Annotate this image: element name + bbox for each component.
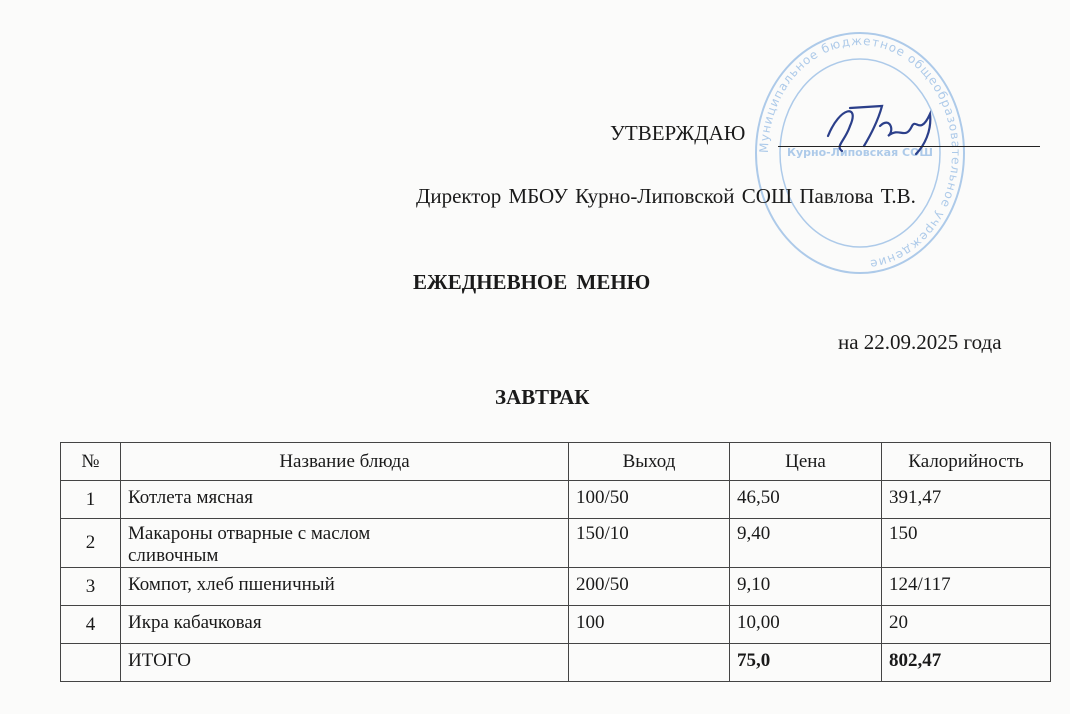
row-number: 4 — [61, 606, 121, 644]
header-number: № — [61, 443, 121, 481]
approve-label: УТВЕРЖДАЮ — [610, 121, 746, 145]
dish-output: 200/50 — [569, 568, 730, 606]
dish-name: Компот, хлеб пшеничный — [121, 568, 569, 606]
table-row — [61, 481, 1051, 519]
table-row — [61, 606, 1051, 644]
total-number — [61, 644, 121, 682]
dish-price: 9,40 — [730, 519, 882, 568]
dish-name: Котлета мясная — [121, 481, 569, 519]
total-calories: 802,47 — [882, 644, 1051, 682]
dish-price: 10,00 — [730, 606, 882, 644]
dish-output: 100 — [569, 606, 730, 644]
header-output: Выход — [569, 443, 730, 481]
stamp-outer-text: Муниципальное бюджетное общеобразовательное учреждение — [756, 33, 964, 272]
row-number: 3 — [61, 568, 121, 606]
total-price: 75,0 — [730, 644, 882, 682]
dish-calories: 124/117 — [882, 568, 1051, 606]
dish-output: 100/50 — [569, 481, 730, 519]
dish-output: 150/10 — [569, 519, 730, 568]
header-calories: Калорийность — [882, 443, 1051, 481]
signature-underline — [778, 146, 1040, 147]
stamp-inner-text: Курно-Липовская СОШ — [786, 146, 934, 159]
director-line: Директор МБОУ Курно-Липовской СОШ Павлова Т.В. — [416, 184, 916, 208]
page-title: ЕЖЕДНЕВНОЕ МЕНЮ — [413, 270, 651, 294]
row-number: 1 — [61, 481, 121, 519]
table-row — [61, 519, 1051, 568]
table-row — [61, 568, 1051, 606]
row-number: 2 — [61, 519, 121, 568]
dish-calories: 391,47 — [882, 481, 1051, 519]
header-dish-name: Название блюда — [121, 443, 569, 481]
table-header-row — [61, 443, 1051, 481]
dish-price: 46,50 — [730, 481, 882, 519]
dish-name: Икра кабачковая — [121, 606, 569, 644]
menu-date: на 22.09.2025 года — [838, 330, 1002, 354]
total-label: ИТОГО — [121, 644, 569, 682]
total-row — [61, 644, 1051, 682]
dish-calories: 150 — [882, 519, 1051, 568]
dish-name: Макароны отварные с маслом сливочным — [121, 519, 569, 568]
section-title: ЗАВТРАК — [495, 385, 590, 409]
signature — [820, 96, 950, 158]
menu-table — [60, 442, 1051, 682]
header-price: Цена — [730, 443, 882, 481]
dish-calories: 20 — [882, 606, 1051, 644]
total-output — [569, 644, 730, 682]
dish-price: 9,10 — [730, 568, 882, 606]
